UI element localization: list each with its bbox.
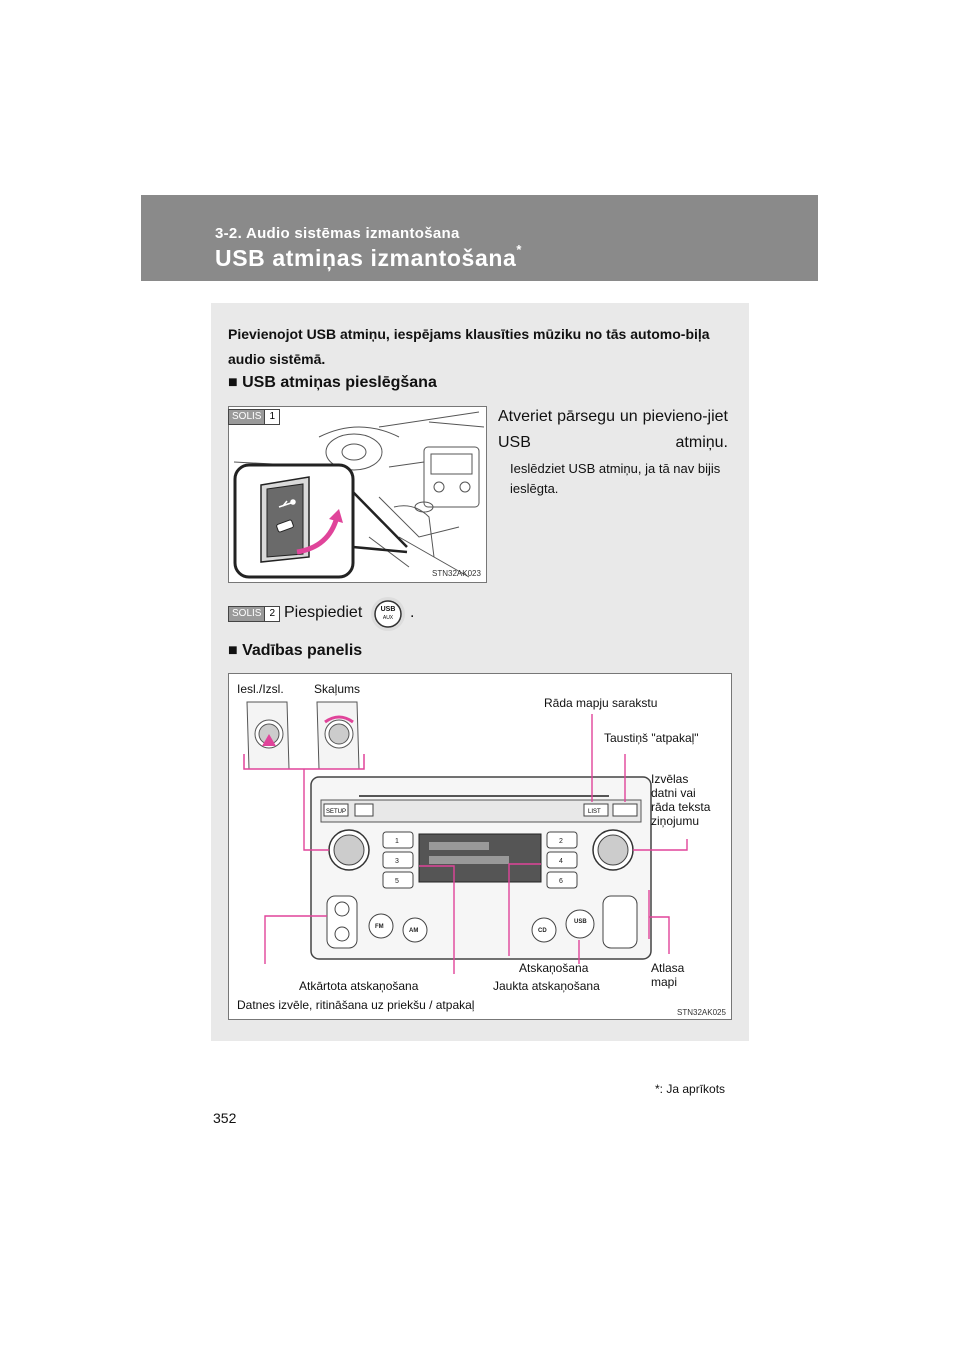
svg-text:2: 2 [559,838,563,845]
label-select: Izvēlas datni vai rāda teksta ziņojumu [651,772,711,828]
step-2-text: Piespiediet [284,604,363,621]
car-interior-illustration [229,407,486,582]
figure-usb-port [228,406,487,583]
chapter-header [141,195,818,281]
label-file-select: Datnes izvēle, ritināšana uz priekšu / atpakaļ [237,998,475,1012]
svg-text:SETUP: SETUP [326,809,347,815]
step-1-text: Atveriet pārsegu un pievieno-jiet USB atmiņu. [498,408,728,451]
svg-text:FM: FM [375,924,384,930]
label-shuffle: Jaukta atskaņošana [493,979,600,993]
label-repeat: Atkārtota atskaņošana [299,979,419,993]
svg-text:1: 1 [395,838,399,845]
label-volume: Skaļums [314,682,361,696]
label-play: Atskaņošana [519,961,589,975]
intro-text: Pievienojot USB atmiņu, iespējams klausīties mūziku no tās automo-biļa audio sistēmā. [228,326,710,367]
svg-text:AM: AM [409,928,419,934]
step-1-tag: SOLIS 1 [228,409,280,425]
page-number: 352 [213,1110,237,1126]
svg-text:6: 6 [559,878,563,885]
section-heading-control-panel: ■ Vadības panelis [228,642,363,659]
square-bullet-icon: ■ [228,642,243,659]
svg-text:4: 4 [559,858,563,865]
label-folder-list: Rāda mapju sarakstu [544,696,658,710]
svg-text:LIST: LIST [588,809,601,815]
label-back: Taustiņš "atpakaļ" [604,731,699,745]
page-title: USB atmiņas izmantošana* [215,242,523,271]
section-heading-usb-connect: ■ USB atmiņas pieslēgšana [228,374,437,391]
equipment-mark: * [516,242,523,258]
figure-code: STN32AK025 [677,1008,726,1017]
svg-text:3: 3 [395,858,399,865]
svg-text:5: 5 [395,878,399,885]
step-2-tag: SOLIS 2 [228,606,280,622]
square-bullet-icon: ■ [228,374,243,391]
step-1-note: Ieslēdziet USB atmiņu, ja tā nav bijis ieslēgta. [510,461,721,496]
section-title: 3-2. Audio sistēmas izmantošana [215,225,460,242]
label-select-folder: Atlasa mapi [651,961,685,989]
footnote: *: Ja aprīkots [655,1082,726,1096]
figure-control-panel [228,673,732,1020]
usb-aux-button: USB AUX [370,596,406,632]
figure-code: STN32AK023 [432,569,481,578]
svg-text:USB: USB [574,919,587,925]
label-power: Iesl./Izsl. [237,682,284,696]
asterisk-icon: * [655,1082,660,1096]
step-2-period: . [410,604,415,621]
svg-text:CD: CD [538,928,547,934]
